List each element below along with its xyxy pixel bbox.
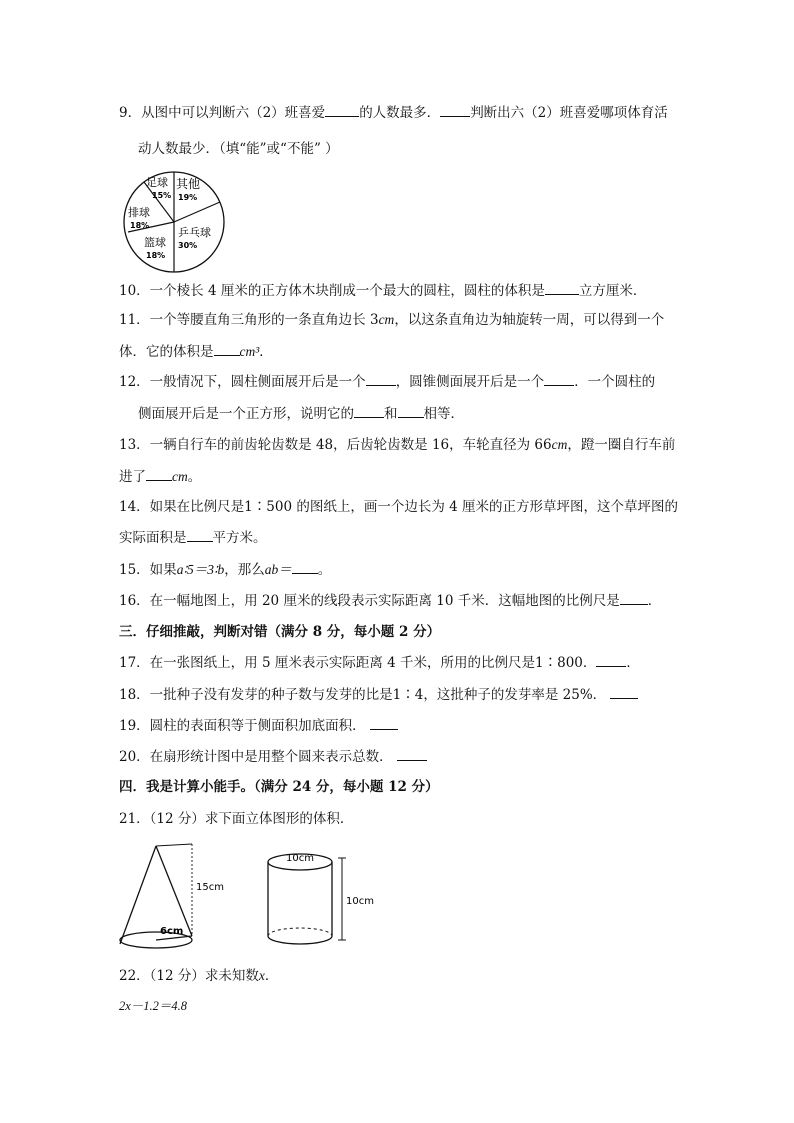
- answer-blank: [292, 561, 318, 574]
- question-16: 16．在一幅地图上，用 20 厘米的线段表示实际距离 10 千米．这幅地图的比例尺是 ．: [119, 593, 662, 609]
- answer-blank: [398, 405, 424, 418]
- cylinder-diameter-label: 10cm: [286, 853, 314, 864]
- answer-blank: [370, 717, 398, 730]
- answer-blank: [397, 748, 427, 761]
- answer-blank: [214, 343, 240, 356]
- pie-label-football: 足球: [146, 176, 168, 189]
- pie-chart: [122, 170, 226, 274]
- answer-blank: [325, 104, 359, 117]
- answer-blank: [596, 654, 626, 667]
- answer-blank: [440, 104, 470, 117]
- question-20: 20．在扇形统计图中是用整个圆来表示总数．: [119, 748, 427, 766]
- pie-pct-basketball: 18%: [146, 251, 166, 260]
- question-12-line2: 侧面展开后是一个正方形，说明它的 和 相等．: [138, 406, 464, 422]
- question-19: 19．圆柱的表面积等于侧面积加底面积．: [119, 717, 398, 735]
- question-22: 22．（12 分）求未知数x．: [119, 968, 279, 984]
- cone-radius-label: 6cm: [160, 926, 184, 937]
- question-14-line2: 实际面积是 平方米。: [119, 530, 267, 546]
- cylinder-height-label: 10cm: [346, 896, 374, 907]
- answer-blank: [620, 592, 648, 605]
- pie-pct-other: 19%: [178, 193, 198, 202]
- question-11-line2: 体．它的体积是 cm³．: [119, 344, 273, 360]
- pie-pct-pingpong: 30%: [178, 241, 198, 250]
- question-9-line2: 动人数最少．（填“能”或“不能” ）: [138, 141, 339, 157]
- answer-blank: [146, 468, 172, 481]
- question-10: 10．一个棱长 4 厘米的正方体木块削成一个最大的圆柱，圆柱的体积是 立方厘米．: [119, 283, 647, 299]
- cylinder-figure: [264, 846, 384, 950]
- answer-blank: [366, 373, 396, 386]
- question-13-line1: 13．一辆自行车的前齿轮齿数是 48，后齿轮齿数是 16，车轮直径为 66cm，蹬一圈自行车前: [119, 437, 676, 453]
- section-4-heading: 四．我是计算小能手。（满分 24 分，每小题 12 分）: [119, 779, 439, 795]
- cone-height-label: 15cm: [196, 882, 224, 893]
- pie-label-volleyball: 排球: [128, 206, 150, 219]
- pie-pct-football: 15%: [152, 191, 172, 200]
- answer-blank: [610, 686, 638, 699]
- question-15: 15．如果a∶5＝3∶b，那么ab＝ 。: [119, 562, 332, 578]
- answer-blank: [544, 373, 574, 386]
- answer-blank: [354, 405, 384, 418]
- pie-label-other: 其他: [176, 177, 201, 191]
- question-12-line1: 12．一般情况下，圆柱侧面展开后是一个 ，圆锥侧面展开后是一个 ．一个圆柱的: [119, 374, 656, 390]
- question-11-line1: 11．一个等腰直角三角形的一条直角边长 3cm，以这条直角边为轴旋转一周，可以得到一个: [119, 312, 665, 328]
- section-3-heading: 三．仔细推敲，判断对错（满分 8 分，每小题 2 分）: [119, 624, 441, 640]
- question-13-line2: 进了 cm。: [119, 469, 202, 485]
- question-14-line1: 14．如果在比例尺是1∶500 的图纸上，画一个边长为 4 厘米的正方形草坪图，这个草坪图的: [119, 499, 678, 515]
- pie-label-pingpong: 乒乓球: [178, 226, 211, 239]
- question-21: 21．（12 分）求下面立体图形的体积．: [119, 811, 354, 827]
- pie-label-basketball: 篮球: [144, 236, 166, 249]
- answer-blank: [545, 282, 579, 295]
- question-18: 18．一批种子没有发芽的种子数与发芽的比是1∶4，这批种子的发芽率是 25%．: [119, 686, 638, 704]
- question-17: 17．在一张图纸上，用 5 厘米表示实际距离 4 千米，所用的比例尺是1∶800． ．: [119, 655, 640, 671]
- answer-blank: [187, 529, 213, 542]
- equation: 2x－1.2＝4.8: [119, 999, 188, 1013]
- cone-figure: [116, 840, 226, 952]
- question-9-line1: 9．从图中可以判断六（2）班喜爱 的人数最多． 判断出六（2）班喜爱哪项体育活: [119, 105, 668, 121]
- pie-pct-volleyball: 18%: [130, 221, 150, 230]
